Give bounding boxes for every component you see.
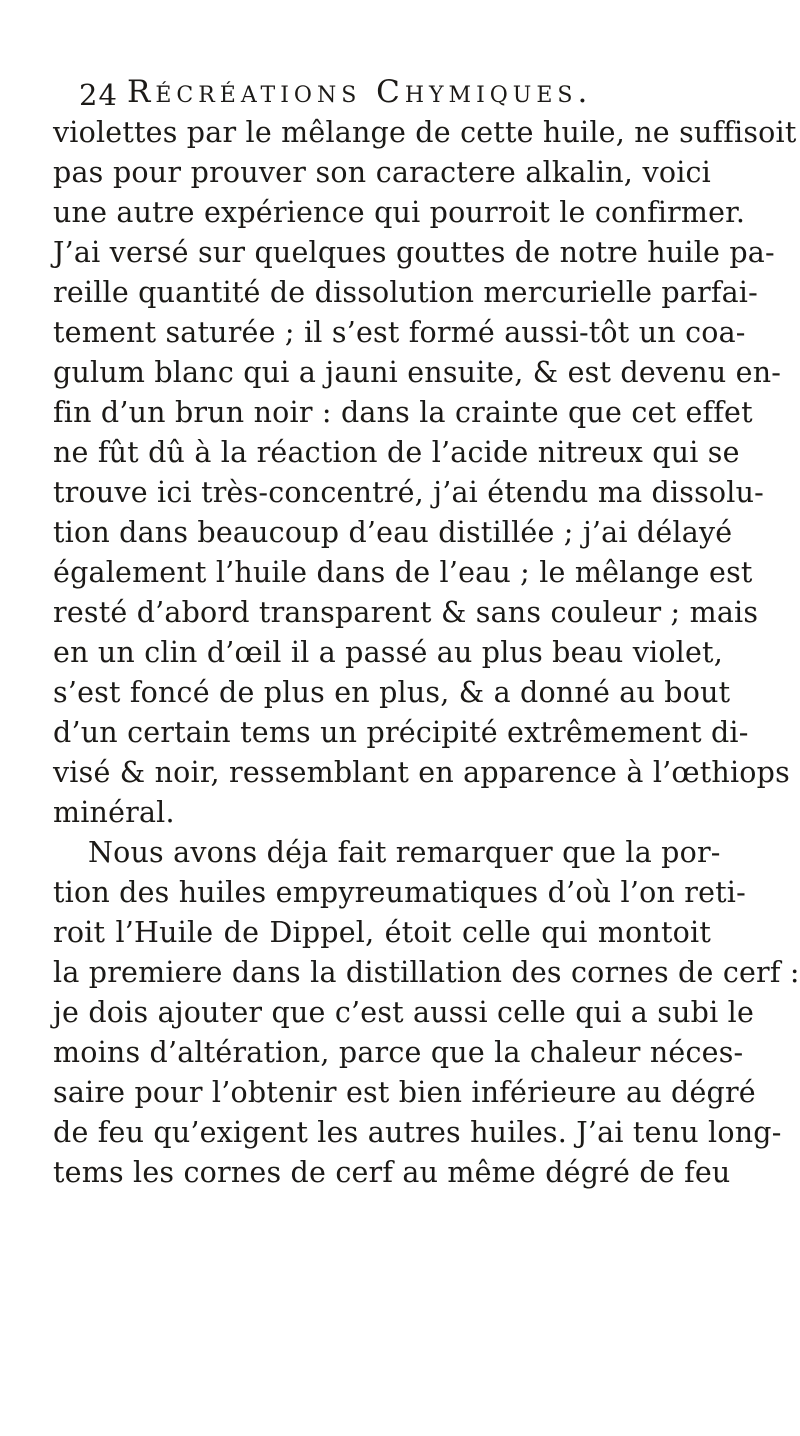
text-line: une autre expérience qui pourroit le confirmer. — [53, 196, 746, 229]
text-line: je dois ajouter que c’est aussi celle qui a subi le — [53, 996, 755, 1029]
text-line: tement saturée ; il s’est formé aussi-tôt un coa- — [53, 316, 746, 349]
running-head-title: Récréations Chymiques. — [127, 74, 593, 110]
text-line: d’un certain tems un précipité extrêmement di- — [53, 716, 749, 749]
page-number: 24 — [79, 78, 118, 112]
text-line: s’est foncé de plus en plus, & a donné au bout — [53, 676, 731, 709]
running-head — [79, 74, 719, 114]
text-line: tems les cornes de cerf au même dégré de feu — [53, 1156, 731, 1189]
text-line: reille quantité de dissolution mercurielle parfai- — [53, 276, 758, 309]
text-line: trouve ici très-concentré, j’ai étendu ma dissolu- — [53, 476, 764, 509]
text-line: en un clin d’œil il a passé au plus beau violet, — [53, 636, 723, 669]
text-line: tion des huiles empyreumatiques d’où l’on reti- — [53, 876, 746, 909]
text-line: roit l’Huile de Dippel, étoit celle qui montoit — [53, 916, 711, 949]
text-line-paragraph-start: Nous avons déja fait remarquer que la por- — [88, 836, 721, 869]
text-line: tion dans beaucoup d’eau distillée ; j’ai délayé — [53, 516, 733, 549]
text-line: de feu qu’exigent les autres huiles. J’ai tenu long- — [53, 1116, 782, 1149]
text-line-paragraph-end: minéral. — [53, 796, 175, 829]
text-line: fin d’un brun noir : dans la crainte que cet effet — [53, 396, 753, 429]
text-line: ne fût dû à la réaction de l’acide nitreux qui se — [53, 436, 740, 469]
text-line: également l’huile dans de l’eau ; le mêlange est — [53, 556, 753, 589]
text-line: resté d’abord transparent & sans couleur ; mais — [53, 596, 759, 629]
body-text — [53, 113, 800, 1193]
text-line: violettes par le mêlange de cette huile, ne suffisoit — [53, 116, 797, 149]
text-line: saire pour l’obtenir est bien inférieure au dégré — [53, 1076, 756, 1109]
text-line: la premiere dans la distillation des cornes de cerf : — [53, 956, 800, 989]
text-line: gulum blanc qui a jauni ensuite, & est devenu en- — [53, 356, 782, 389]
text-line: J’ai versé sur quelques gouttes de notre huile pa- — [53, 236, 775, 269]
text-line: pas pour prouver son caractere alkalin, voici — [53, 156, 711, 189]
text-line: visé & noir, ressemblant en apparence à l’œthiops — [53, 756, 790, 789]
text-line: moins d’altération, parce que la chaleur néces- — [53, 1036, 744, 1069]
